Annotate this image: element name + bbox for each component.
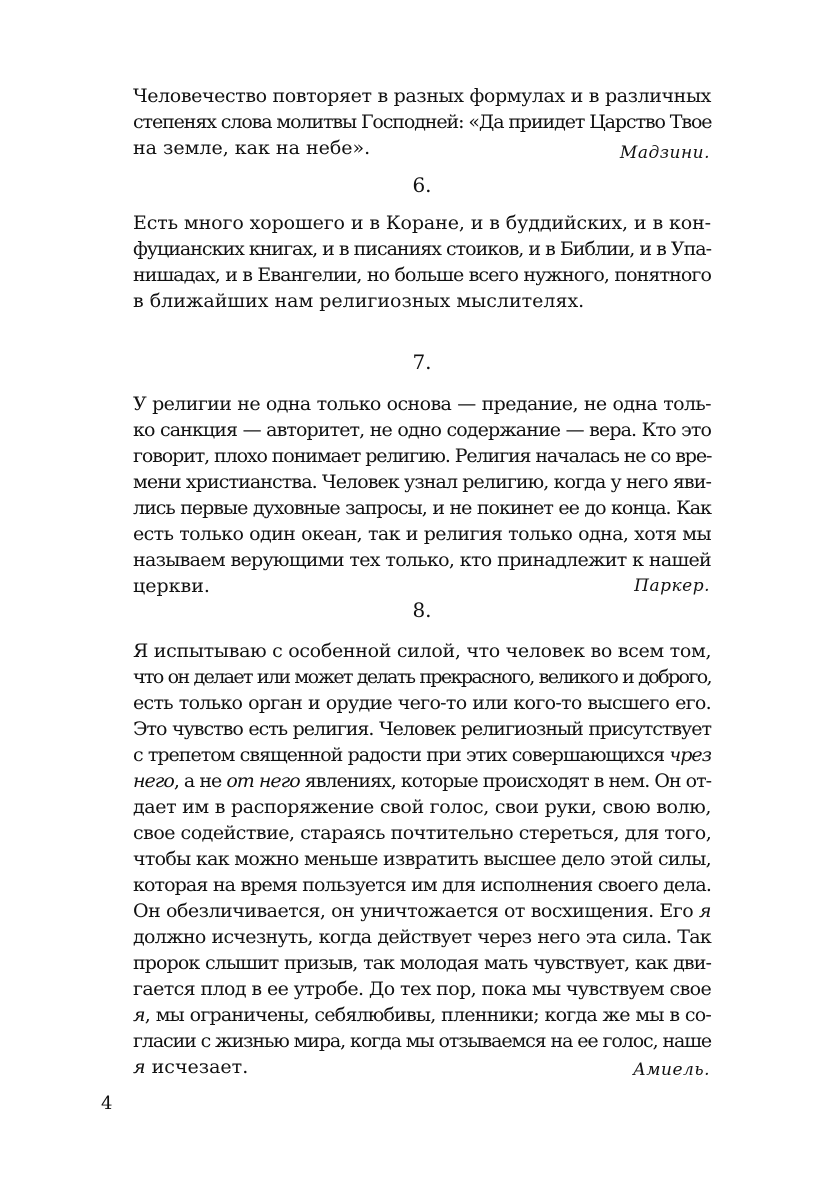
text-line: степенях слова молитвы Господней: «Да приидет Царство Твое bbox=[133, 111, 712, 133]
text-line: есть только один океан, так и религия только одна, хотя мы bbox=[133, 523, 711, 545]
text-line: дает им в распоряжение свой голос, свои руки, свою волю, bbox=[133, 796, 711, 818]
text-line: Я испытываю с особенной силой, что человек во всем том, bbox=[133, 640, 712, 662]
text-line: Человечество повторяет в разных формулах и в различных bbox=[133, 85, 711, 107]
text-line: есть только орган и орудие чего-то или кого-то высшего его. bbox=[133, 692, 711, 714]
text-line bbox=[133, 742, 711, 768]
text-line: гласии с жизнью мира, когда мы отзываемся на ее голос, наше bbox=[133, 1030, 711, 1052]
text-line: в ближайших нам религиозных мыслителях. bbox=[133, 290, 585, 312]
text-line: нишадах, и в Евангелии, но больше всего нужного, понятного bbox=[133, 264, 711, 286]
italic-run: я bbox=[698, 900, 711, 922]
italic-run: от него bbox=[226, 770, 300, 792]
section-number: 6. bbox=[412, 173, 432, 197]
text-line: свое содействие, стараясь почтительно стереться, для того, bbox=[133, 822, 712, 844]
text-line: лись первые духовные запросы, и не покинет ее до конца. Как bbox=[133, 497, 711, 519]
text-line bbox=[133, 1054, 711, 1080]
text-line bbox=[133, 1002, 711, 1028]
section-number: 7. bbox=[412, 350, 432, 374]
text-line: чтобы как можно меньше извратить высшее дело этой силы, bbox=[133, 848, 711, 870]
author-attribution: Паркер. bbox=[634, 576, 710, 596]
text-line: Есть много хорошего и в Коране, и в буддийских, и в кон- bbox=[133, 212, 711, 234]
italic-run: чрез bbox=[669, 744, 711, 766]
quote-amiel bbox=[133, 638, 711, 1080]
author-attribution: Амиель. bbox=[633, 1060, 710, 1080]
text-line: которая на время пользуется им для исполнения своего дела. bbox=[133, 874, 711, 896]
text-line: на земле, как на небе». bbox=[133, 137, 371, 159]
italic-run: него bbox=[133, 770, 174, 792]
text-run: , а не bbox=[173, 770, 227, 792]
italic-run: я bbox=[133, 1004, 145, 1026]
quote-parker bbox=[133, 391, 711, 599]
text-run: с трепетом священной радости при этих совершающихся bbox=[133, 744, 670, 766]
text-line: мени христианства. Человек узнал религию, когда у него яви- bbox=[133, 471, 711, 493]
text-line: должно исчезнуть, когда действует через него эта сила. Так bbox=[133, 926, 711, 948]
text-line: У религии не одна только основа — предание, не одна толь- bbox=[133, 393, 711, 415]
text-line: называем верующими тех только, кто принадлежит к нашей bbox=[133, 549, 711, 571]
text-run: явлениях, которые происходят в нем. Он от- bbox=[299, 770, 712, 792]
text-line: церкви. bbox=[133, 575, 210, 597]
text-line: пророк слышит призыв, так молодая мать чувствует, как дви- bbox=[133, 952, 711, 974]
text-line bbox=[133, 898, 711, 924]
quote-section-6 bbox=[133, 210, 711, 314]
author-attribution: Мадзини. bbox=[619, 143, 710, 163]
section-number: 8. bbox=[412, 598, 432, 622]
text-line: гается плод в ее утробе. До тех пор, пока мы чувствуем свое bbox=[133, 978, 712, 1000]
page-number: 4 bbox=[101, 1093, 113, 1114]
text-line bbox=[133, 768, 711, 794]
text-run: исчезает. bbox=[145, 1056, 249, 1078]
text-line: говорит, плохо понимает религию. Религия началась не со вре- bbox=[133, 445, 712, 467]
text-line: Это чувство есть религия. Человек религиозный присутствует bbox=[133, 718, 711, 740]
text-run: Он обезличивается, он уничтожается от восхищения. Его bbox=[133, 900, 699, 922]
text-line: фуцианских книгах, и в писаниях стоиков, и в Библии, и в Упа- bbox=[133, 238, 711, 260]
italic-run: я bbox=[133, 1056, 146, 1078]
text-line: что он делает или может делать прекрасного, великого и доброго, bbox=[133, 666, 711, 688]
text-run: , мы ограничены, себялюбивы, пленники; когда же мы в со- bbox=[144, 1004, 711, 1026]
text-line: ко санкция — авторитет, не одно содержание — вера. Кто это bbox=[133, 419, 711, 441]
